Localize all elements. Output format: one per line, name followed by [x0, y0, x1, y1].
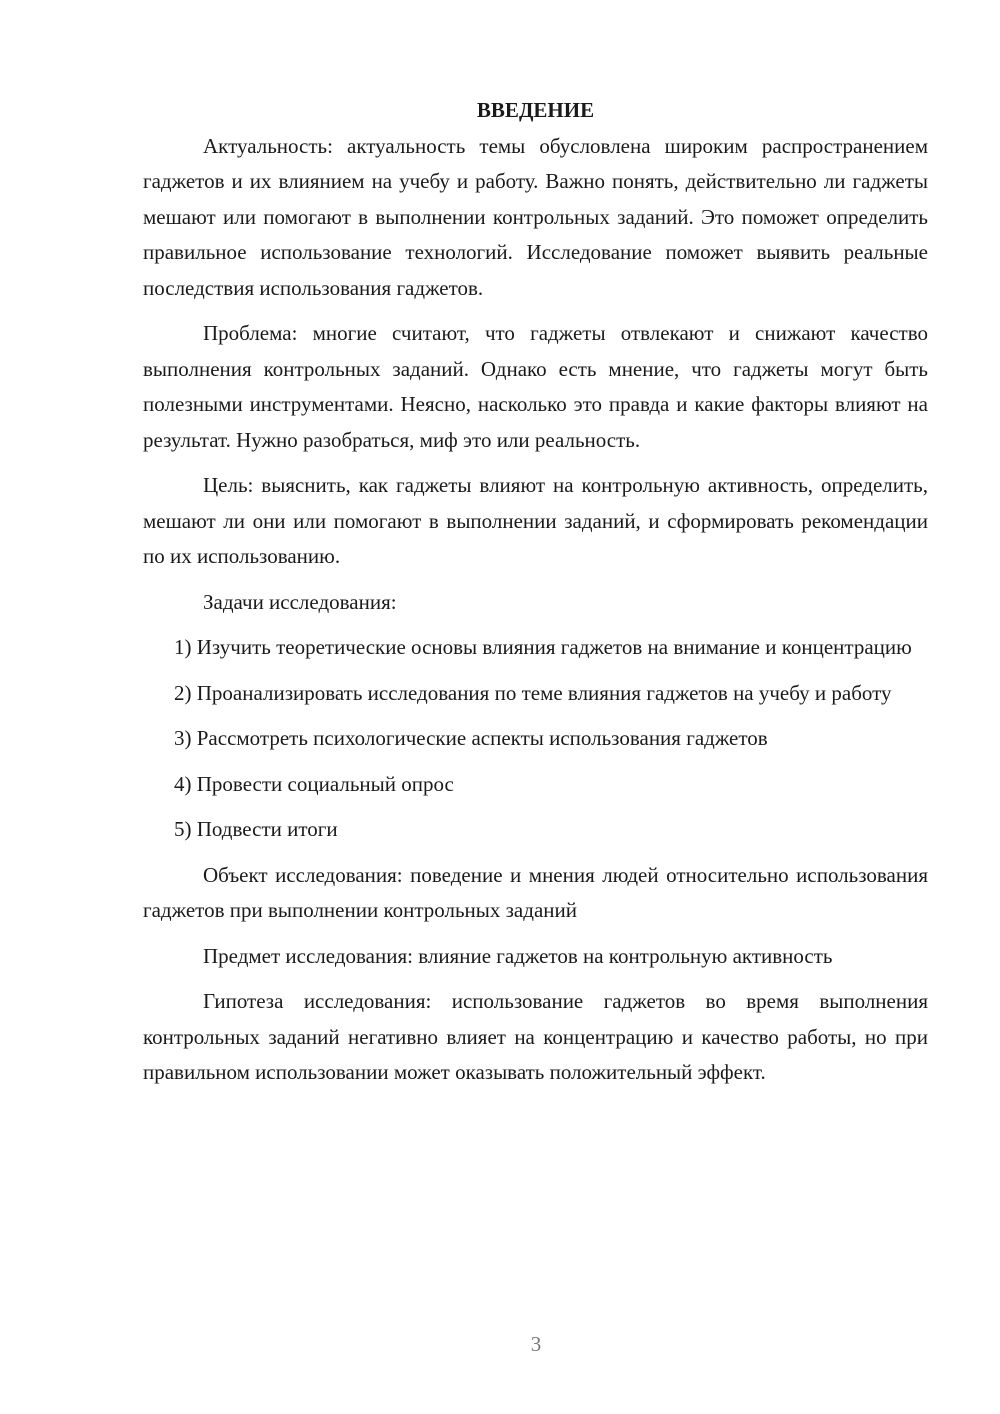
paragraph-goal: Цель: выяснить, как гаджеты влияют на контрольную активность, определить, мешают ли они или помогают в выполнении заданий, и сформировать рекомендации по их использованию. [143, 473, 928, 568]
section-heading: ВВЕДЕНИЕ [476, 98, 595, 122]
task-item-1: 1) Изучить теоретические основы влияния гаджетов на внимание и концентрацию [174, 635, 912, 659]
task-item-3: 3) Рассмотреть психологические аспекты использования гаджетов [174, 726, 768, 750]
paragraph-tasks-intro: Задачи исследования: [203, 589, 397, 614]
paragraph-hypothesis: Гипотеза исследования: использование гаджетов во время выполнения контрольных заданий негативно влияет на концентрацию и качество работы, но при правильном использовании может оказывать положительный эффект. [143, 989, 928, 1084]
document-page [143, 92, 928, 1101]
paragraph-object: Объект исследования: поведение и мнения людей относительно использования гаджетов при выполнении контрольных заданий [143, 862, 928, 922]
paragraph-subject: Предмет исследования: влияние гаджетов на контрольную активность [203, 943, 833, 968]
paragraph-relevance: Актуальность: актуальность темы обусловлена широким распространением гаджетов и их влиянием на учебу и работу. Важно понять, действительно ли гаджеты мешают или помогают в выполнении контрольных заданий. Это поможет определить правильное использование технологий. Исследование поможет выявить реальные последствия использования гаджетов. [143, 133, 928, 300]
task-item-2: 2) Проанализировать исследования по теме влияния гаджетов на учебу и работу [174, 680, 892, 705]
task-item-4: 4) Провести социальный опрос [174, 771, 454, 796]
paragraph-problem: Проблема: многие считают, что гаджеты отвлекают и снижают качество выполнения контрольных заданий. Однако есть мнение, что гаджеты могут быть полезными инструментами. Неясно, насколько это правда и какие факторы влияют на результат. Нужно разобраться, миф это или реальность. [143, 321, 928, 452]
page-number: 3 [530, 1332, 542, 1356]
task-item-5: 5) Подвести итоги [174, 817, 338, 841]
